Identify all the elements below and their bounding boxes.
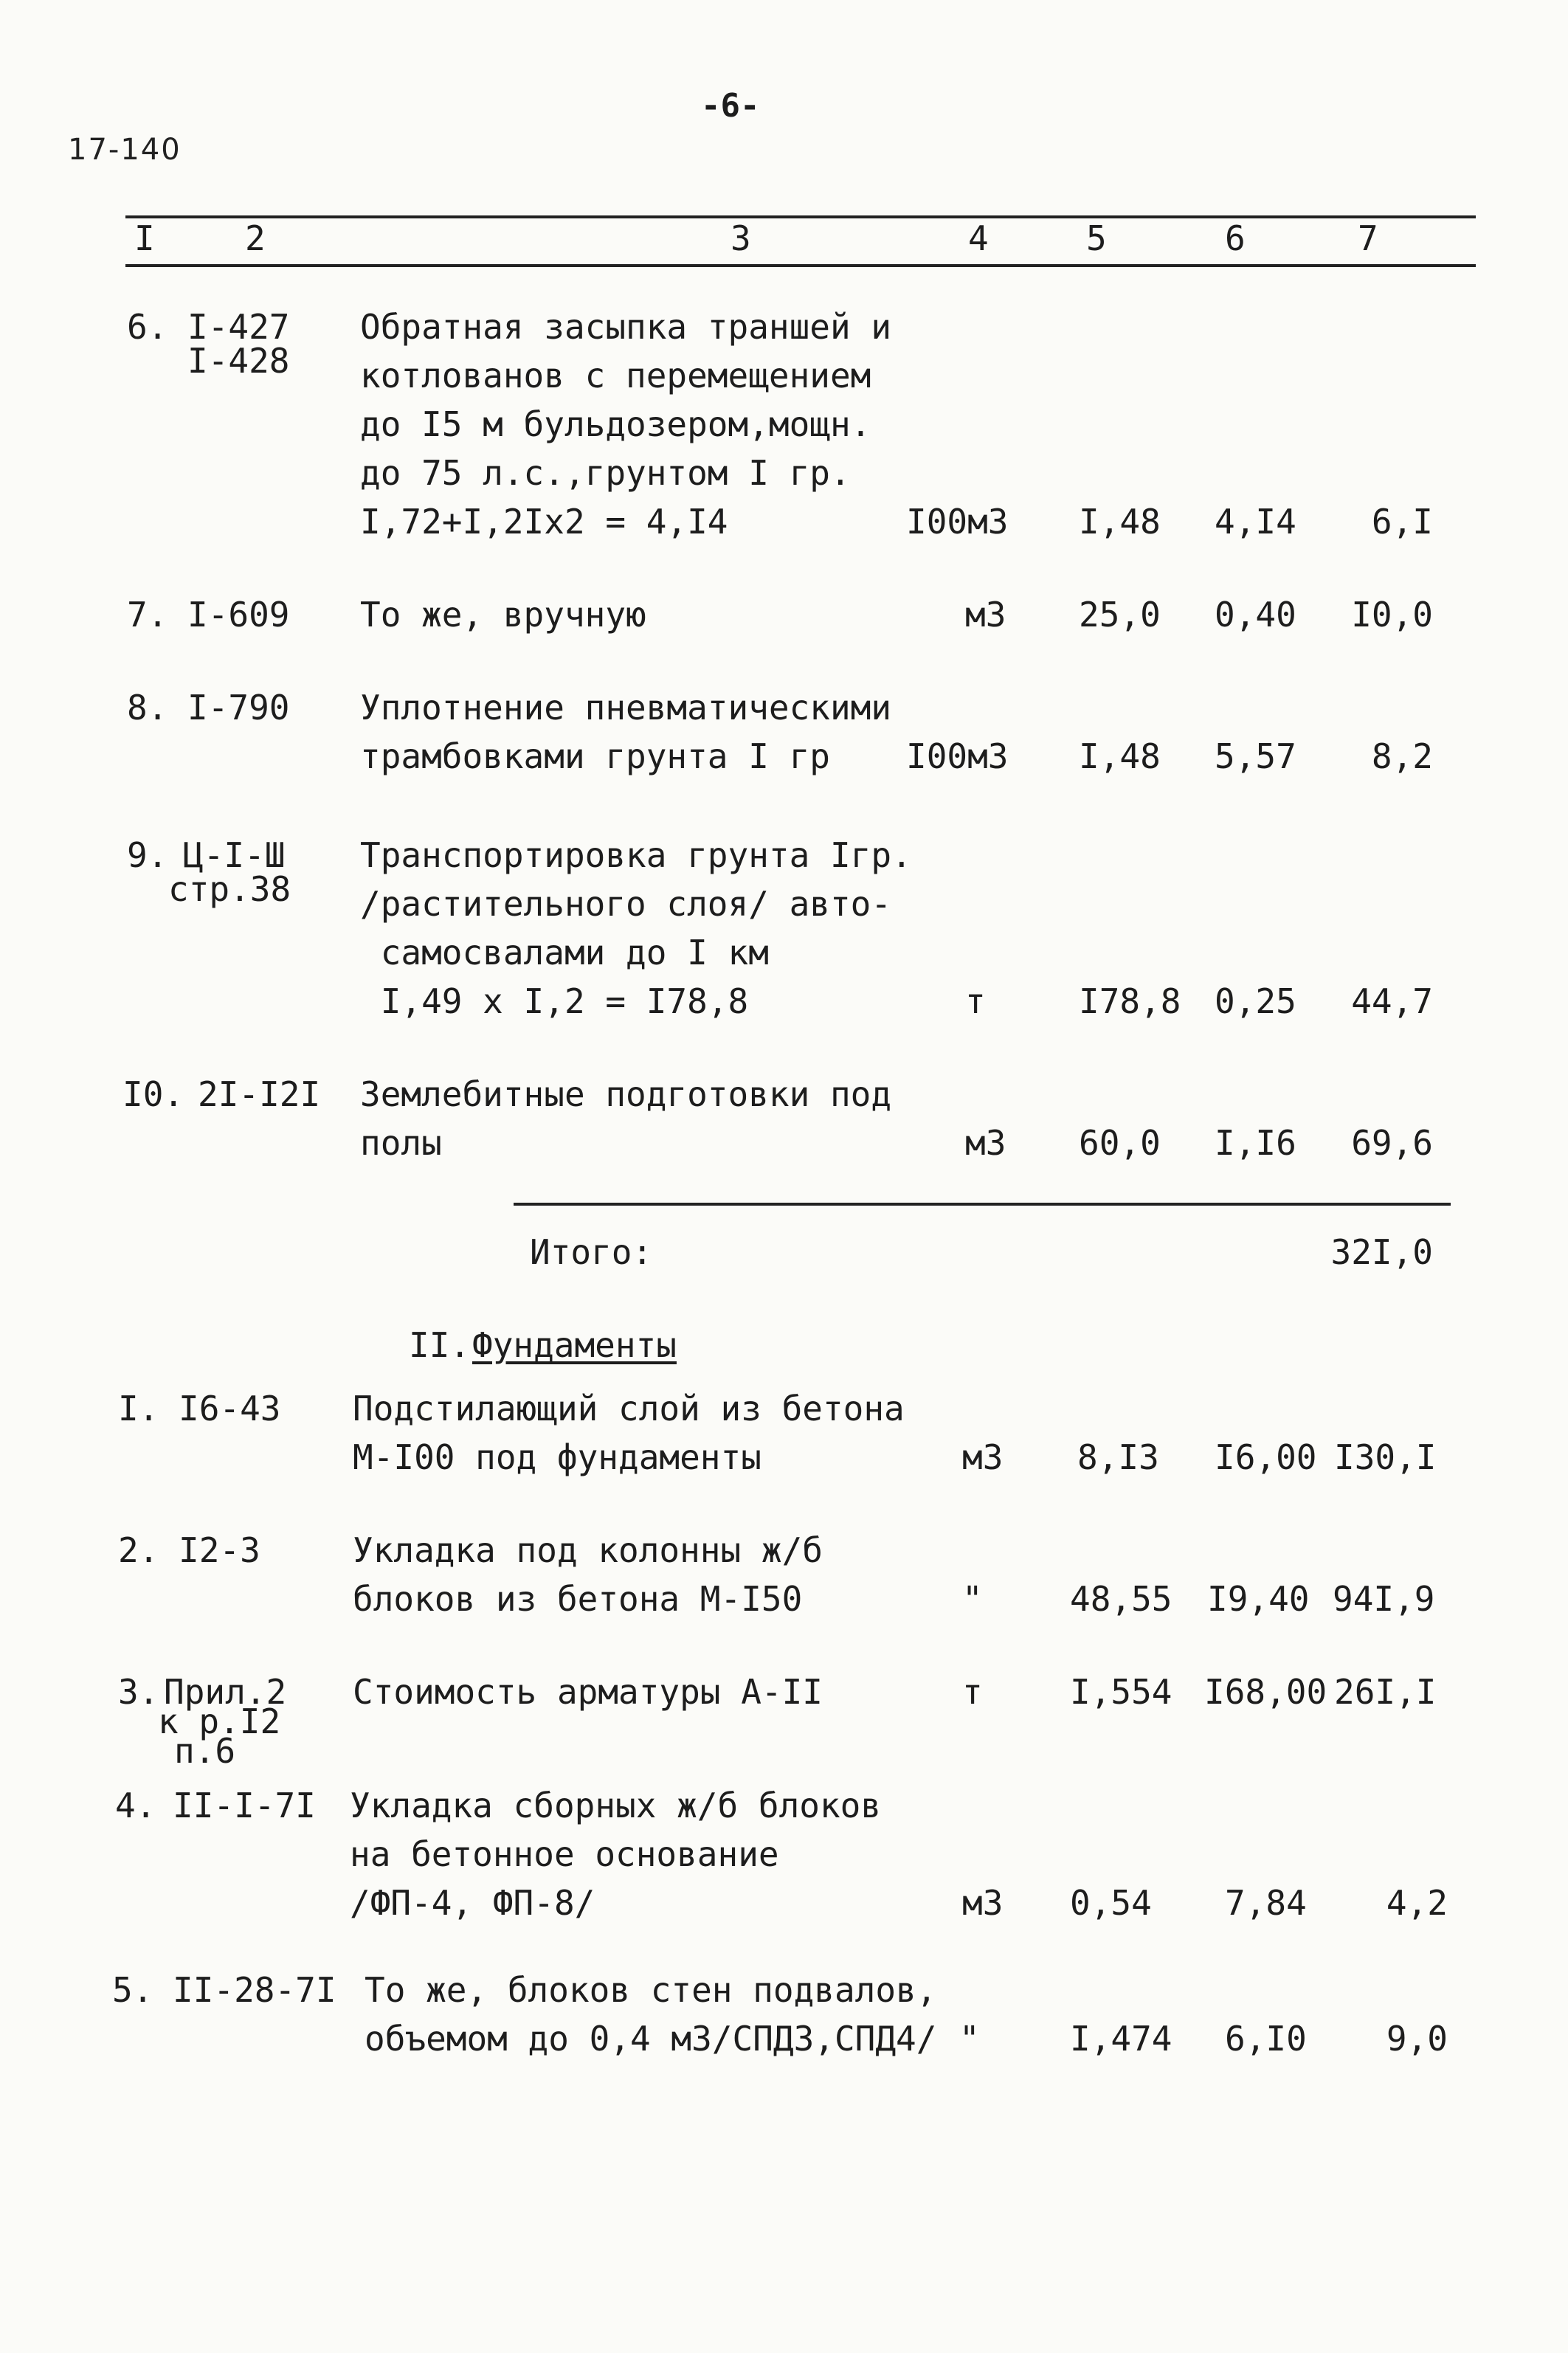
total-cell: 94I,9 — [1333, 1579, 1435, 1619]
quantity-cell: 48,55 — [1070, 1579, 1172, 1619]
unit-cell: м3 — [962, 1883, 1004, 1923]
col-header-6: 6 — [1225, 218, 1246, 258]
rate-code: I-427 — [187, 307, 290, 347]
description-line: трамбовками грунта I гр — [360, 736, 830, 776]
header-bottom-rule — [125, 264, 1476, 267]
description-line: Укладка сборных ж/б блоков — [350, 1786, 882, 1825]
description-line: Обратная засыпка траншей и — [360, 307, 892, 347]
row-number: 9. — [127, 835, 168, 875]
section-number: II. — [409, 1325, 471, 1365]
subtotal-value: 32I,0 — [1330, 1232, 1433, 1272]
col-header-2: 2 — [245, 218, 266, 258]
unit-cell: " — [962, 1579, 983, 1619]
subtotal-rule — [514, 1203, 1451, 1206]
description-line: Транспортировка грунта Iгр. — [360, 835, 912, 875]
rate-code: к р.I2 — [158, 1701, 281, 1741]
description-line: котлованов с перемещением — [360, 356, 871, 395]
row-number: 4. — [115, 1786, 156, 1825]
row-number: 5. — [112, 1970, 153, 2010]
total-cell: 4,2 — [1386, 1883, 1448, 1923]
rate-code: Ц-I-Ш — [183, 835, 286, 875]
row-number: I. — [118, 1389, 159, 1428]
rate-code: II-28-7I — [173, 1970, 336, 2010]
unit-cell: т — [962, 1672, 983, 1712]
rate-code: II-I-7I — [173, 1786, 316, 1825]
price-cell: 5,57 — [1215, 736, 1296, 776]
total-cell: 6,I — [1371, 502, 1433, 542]
rate-code: I-790 — [187, 688, 290, 728]
row-number: 8. — [127, 688, 168, 728]
unit-cell: " — [959, 2019, 980, 2059]
description-line: до I5 м бульдозером,мощн. — [360, 404, 871, 444]
description-line: /растительного слоя/ авто- — [360, 884, 892, 924]
description-line: I,49 x I,2 = I78,8 — [360, 981, 749, 1021]
unit-cell: I00м3 — [906, 502, 1009, 542]
total-cell: I0,0 — [1351, 595, 1433, 635]
description-line: Стоимость арматуры А-II — [353, 1672, 823, 1712]
rate-code: 2I-I2I — [198, 1074, 321, 1114]
description-line: блоков из бетона М-I50 — [353, 1579, 803, 1619]
rate-code: I-428 — [187, 341, 290, 381]
price-cell: 7,84 — [1225, 1883, 1307, 1923]
price-cell: I9,40 — [1207, 1579, 1310, 1619]
price-cell: 4,I4 — [1215, 502, 1296, 542]
rate-code: I-609 — [187, 595, 290, 635]
quantity-cell: 8,I3 — [1077, 1437, 1159, 1477]
quantity-cell: I,48 — [1079, 502, 1161, 542]
quantity-cell: I,474 — [1070, 2019, 1172, 2059]
description-line: объемом до 0,4 м3/СПД3,СПД4/ — [365, 2019, 937, 2059]
description-line: Укладка под колонны ж/б — [353, 1530, 823, 1570]
description-line: самосвалами до I км — [360, 933, 769, 972]
col-header-7: 7 — [1358, 218, 1378, 258]
total-cell: I30,I — [1334, 1437, 1437, 1477]
rate-code: Прил.2 — [164, 1672, 287, 1712]
description-line: полы — [360, 1123, 442, 1163]
unit-cell: т — [965, 981, 986, 1021]
description-line: до 75 л.с.,грунтом I гр. — [360, 453, 851, 493]
price-cell: 0,25 — [1215, 981, 1296, 1021]
quantity-cell: I78,8 — [1079, 981, 1181, 1021]
quantity-cell: I,554 — [1070, 1672, 1172, 1712]
quantity-cell: 60,0 — [1079, 1123, 1161, 1163]
description-line: Подстилающий слой из бетона — [353, 1389, 905, 1428]
quantity-cell: I,48 — [1079, 736, 1161, 776]
row-number: 7. — [127, 595, 168, 635]
unit-cell: м3 — [965, 595, 1006, 635]
row-number: 6. — [127, 307, 168, 347]
price-cell: I68,00 — [1204, 1672, 1327, 1712]
subtotal-label: Итого: — [530, 1232, 653, 1272]
section-title: Фундаменты — [472, 1325, 677, 1365]
quantity-cell: 0,54 — [1070, 1883, 1152, 1923]
row-number: 3. — [118, 1672, 159, 1712]
col-header-4: 4 — [968, 218, 989, 258]
rate-code: I2-3 — [179, 1530, 260, 1570]
unit-cell: м3 — [962, 1437, 1004, 1477]
rate-code: п.6 — [174, 1731, 236, 1771]
col-header-3: 3 — [731, 218, 751, 258]
unit-cell: I00м3 — [906, 736, 1009, 776]
quantity-cell: 25,0 — [1079, 595, 1161, 635]
rate-code: стр.38 — [168, 869, 291, 909]
description-line: То же, вручную — [360, 595, 646, 635]
col-header-1: I — [134, 218, 155, 258]
header-top-rule — [125, 215, 1476, 218]
description-line: I,72+I,2Ix2 = 4,I4 — [360, 502, 728, 542]
total-cell: 44,7 — [1351, 981, 1433, 1021]
page-number: -6- — [701, 87, 760, 125]
row-number: 2. — [118, 1530, 159, 1570]
price-cell: 6,I0 — [1225, 2019, 1307, 2059]
document-code: 17-140 — [68, 133, 182, 167]
description-line: Уплотнение пневматическими — [360, 688, 892, 728]
description-line: То же, блоков стен подвалов, — [365, 1970, 937, 2010]
description-line: Землебитные подготовки под — [360, 1074, 892, 1114]
row-number: I0. — [122, 1074, 184, 1114]
price-cell: I6,00 — [1215, 1437, 1317, 1477]
total-cell: 8,2 — [1371, 736, 1433, 776]
total-cell: 69,6 — [1351, 1123, 1433, 1163]
rate-code: I6-43 — [179, 1389, 281, 1428]
description-line: /ФП-4, ФП-8/ — [350, 1883, 595, 1923]
total-cell: 9,0 — [1386, 2019, 1448, 2059]
price-cell: I,I6 — [1215, 1123, 1296, 1163]
description-line: М-I00 под фундаменты — [353, 1437, 761, 1477]
price-cell: 0,40 — [1215, 595, 1296, 635]
col-header-5: 5 — [1086, 218, 1107, 258]
description-line: на бетонное основание — [350, 1834, 779, 1874]
unit-cell: м3 — [965, 1123, 1006, 1163]
total-cell: 26I,I — [1334, 1672, 1437, 1712]
